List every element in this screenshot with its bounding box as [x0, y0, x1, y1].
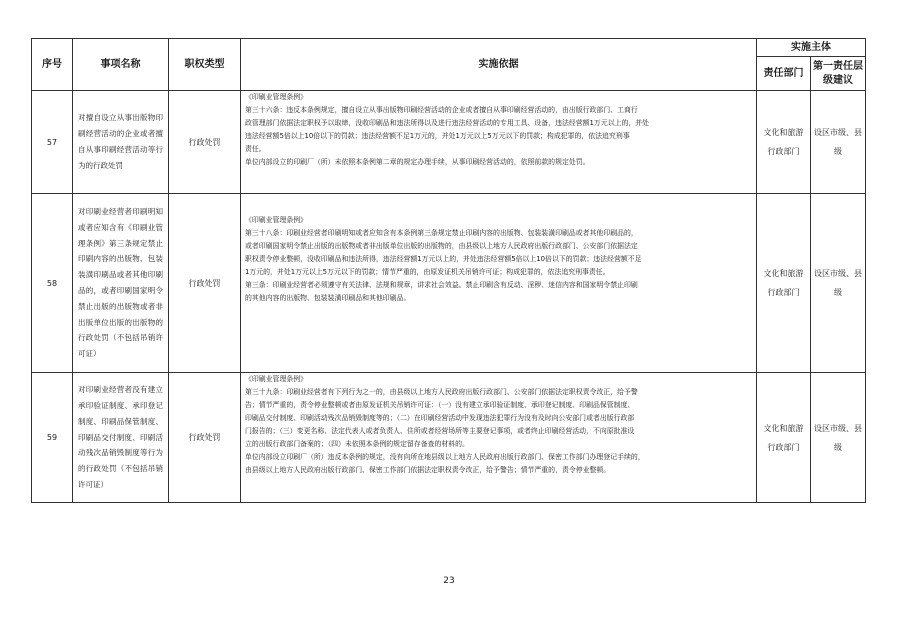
- basis-line: 《印刷业管理条例》: [245, 93, 308, 101]
- item-name: 对擅自设立从事出版物印刷经营活动的企业或者擅自从事印刷经营活动等行为的行政处罚: [73, 91, 169, 194]
- dept-line: 文化和旅游: [763, 269, 804, 278]
- header-level: [811, 57, 866, 91]
- header-level-line1: 第一责任层: [813, 60, 863, 72]
- basis-line: 政管理部门依据法定职权予以取缔，没收印刷品和违法所得以及进行违法经营活动的专用工具、设备，违法经营额1万元以上的，并处: [245, 119, 650, 127]
- basis-line: 告；情节严重的，责令停业整顿或者由原发证机关吊销许可证：（一）没有建立承印验证制度、承印登记制度、印刷品保管制度、: [245, 401, 635, 409]
- level-line: 级: [834, 147, 842, 156]
- basis-line: 职权责令停业整顿，没收印刷品和违法所得，违法经营额1万元以上的，并处违法经营额5倍以上10倍以下的罚款；违法经营额不足: [245, 255, 642, 263]
- level-line: 级: [834, 288, 842, 297]
- basis-line: 单位内部设立印刷厂（所）违反本条例的规定，没有向所在地县级以上地方人民政府出版行政部门、保密工作部门办理登记手续的，: [245, 453, 645, 461]
- header-name: 事项名称: [73, 39, 169, 91]
- basis-line: 或者印刷国家明令禁止出版的出版物或者非出版单位出版的出版物的，由县级以上地方人民政府出版行政部门、公安部门依据法定: [245, 242, 638, 250]
- legal-basis: [241, 194, 757, 373]
- basis-line: 的其他内容的出版物、包装装潢印刷品和其他印刷品。: [245, 294, 411, 302]
- enforcement-table: [31, 38, 866, 503]
- table-row: [32, 194, 866, 373]
- basis-line: 违法经营额5倍以上10倍以下的罚款；违法经营额不足1万元的，并处1万元以上5万元以下的罚款；构成犯罪的，依法追究刑事: [245, 132, 630, 140]
- basis-line: 第三十九条：印刷业经营者有下列行为之一的，由县级以上地方人民政府出版行政部门、公安部门依据法定职权责令改正，给予警: [245, 388, 638, 396]
- header-subject: 实施主体: [757, 39, 866, 57]
- row-number: 57: [32, 91, 73, 194]
- dept-line: 行政部门: [767, 288, 800, 297]
- level-line: 级: [834, 442, 842, 452]
- item-name: 对印刷业经营者没有建立承印验证制度、承印登记制度、印刷品保管制度、印刷品交付制度、印刷活动残次品销毁制度等行为的行政处罚（不包括吊销许可证）: [73, 373, 169, 503]
- legal-basis: [241, 91, 757, 194]
- level-line: 设区市级、县: [814, 128, 862, 137]
- header-level-line2: 级建议: [823, 74, 853, 86]
- basis-line: 第三十八条：印刷业经营者印刷明知或者应知含有本条例第三条规定禁止印刷内容的出版物、包装装潢印刷品或者其他印刷品的，: [245, 229, 638, 237]
- row-number: 59: [32, 373, 73, 503]
- basis-line: 第三条：印刷业经营者必须遵守有关法律、法规和规章，讲求社会效益。禁止印刷含有反动、淫秽、迷信内容和国家明令禁止印刷: [245, 281, 638, 289]
- basis-line: 单位内部设立的印刷厂（所）未依照本条例第二章的规定办理手续，从事印刷经营活动的，依照前款的规定处罚。: [245, 158, 590, 166]
- row-number: 58: [32, 194, 73, 373]
- item-name: 对印刷业经营者印刷明知或者应知含有《印刷业管理条例》第三条规定禁止印刷内容的出版物、包装装潢印刷品或者其他印刷品的，或者印刷国家明令禁止出版的出版物或者非出版单位出版的出版物的行政处罚（不包括吊销许可证）: [73, 194, 169, 373]
- basis-line: 《印刷业管理条例》: [245, 216, 308, 224]
- legal-basis: [241, 373, 757, 503]
- level-line: 设区市级、县: [814, 423, 862, 433]
- responsibility-level: [811, 194, 866, 373]
- basis-line: 门报告的；（三）变更名称、法定代表人或者负责人、住所或者经营场所等主要登记事项，或者终止印刷经营活动，不向原批准设: [245, 427, 635, 435]
- basis-line: 《印刷业管理条例》: [245, 375, 308, 383]
- responsibility-level: [811, 373, 866, 503]
- dept-line: 文化和旅游: [763, 128, 804, 137]
- dept-line: 文化和旅游: [763, 423, 804, 433]
- responsible-dept: [757, 373, 811, 503]
- basis-line: 1万元的，并处1万元以上5万元以下的罚款；情节严重的，由原发证机关吊销许可证；构成犯罪的，依法追究刑事责任。: [245, 268, 610, 276]
- page-number: 23: [443, 576, 455, 586]
- authority-type: 行政处罚: [169, 194, 241, 373]
- basis-line: 印刷品交付制度、印刷活动残次品销毁制度等的；（二）在印刷经营活动中发现违法犯罪行为没有及时向公安部门或者出版行政部: [245, 414, 635, 422]
- responsible-dept: [757, 91, 811, 194]
- dept-line: 行政部门: [767, 147, 800, 156]
- basis-line: 第三十六条：违反本条例规定，擅自设立从事出版物印刷经营活动的企业或者擅自从事印刷经营活动的，由出版行政部门、工商行: [245, 106, 638, 114]
- basis-line: 由县级以上地方人民政府出版行政部门、保密工作部门依据法定职权责令改正，给予警告；情节严重的，责令停业整顿。: [245, 466, 611, 474]
- table-row: [32, 91, 866, 194]
- basis-line: 立的出版行政部门备案的；（四）未依照本条例的规定留存备查的材料的。: [245, 440, 469, 448]
- header-type: 职权类型: [169, 39, 241, 91]
- responsibility-level: [811, 91, 866, 194]
- header-dept: 责任部门: [757, 57, 811, 91]
- table-row: [32, 373, 866, 503]
- authority-type: 行政处罚: [169, 91, 241, 194]
- responsible-dept: [757, 194, 811, 373]
- header-no: 序号: [32, 39, 73, 91]
- level-line: 设区市级、县: [814, 269, 862, 278]
- dept-line: 行政部门: [767, 442, 800, 452]
- authority-type: 行政处罚: [169, 373, 241, 503]
- basis-line: 责任。: [245, 145, 266, 153]
- header-basis: 实施依据: [241, 39, 757, 91]
